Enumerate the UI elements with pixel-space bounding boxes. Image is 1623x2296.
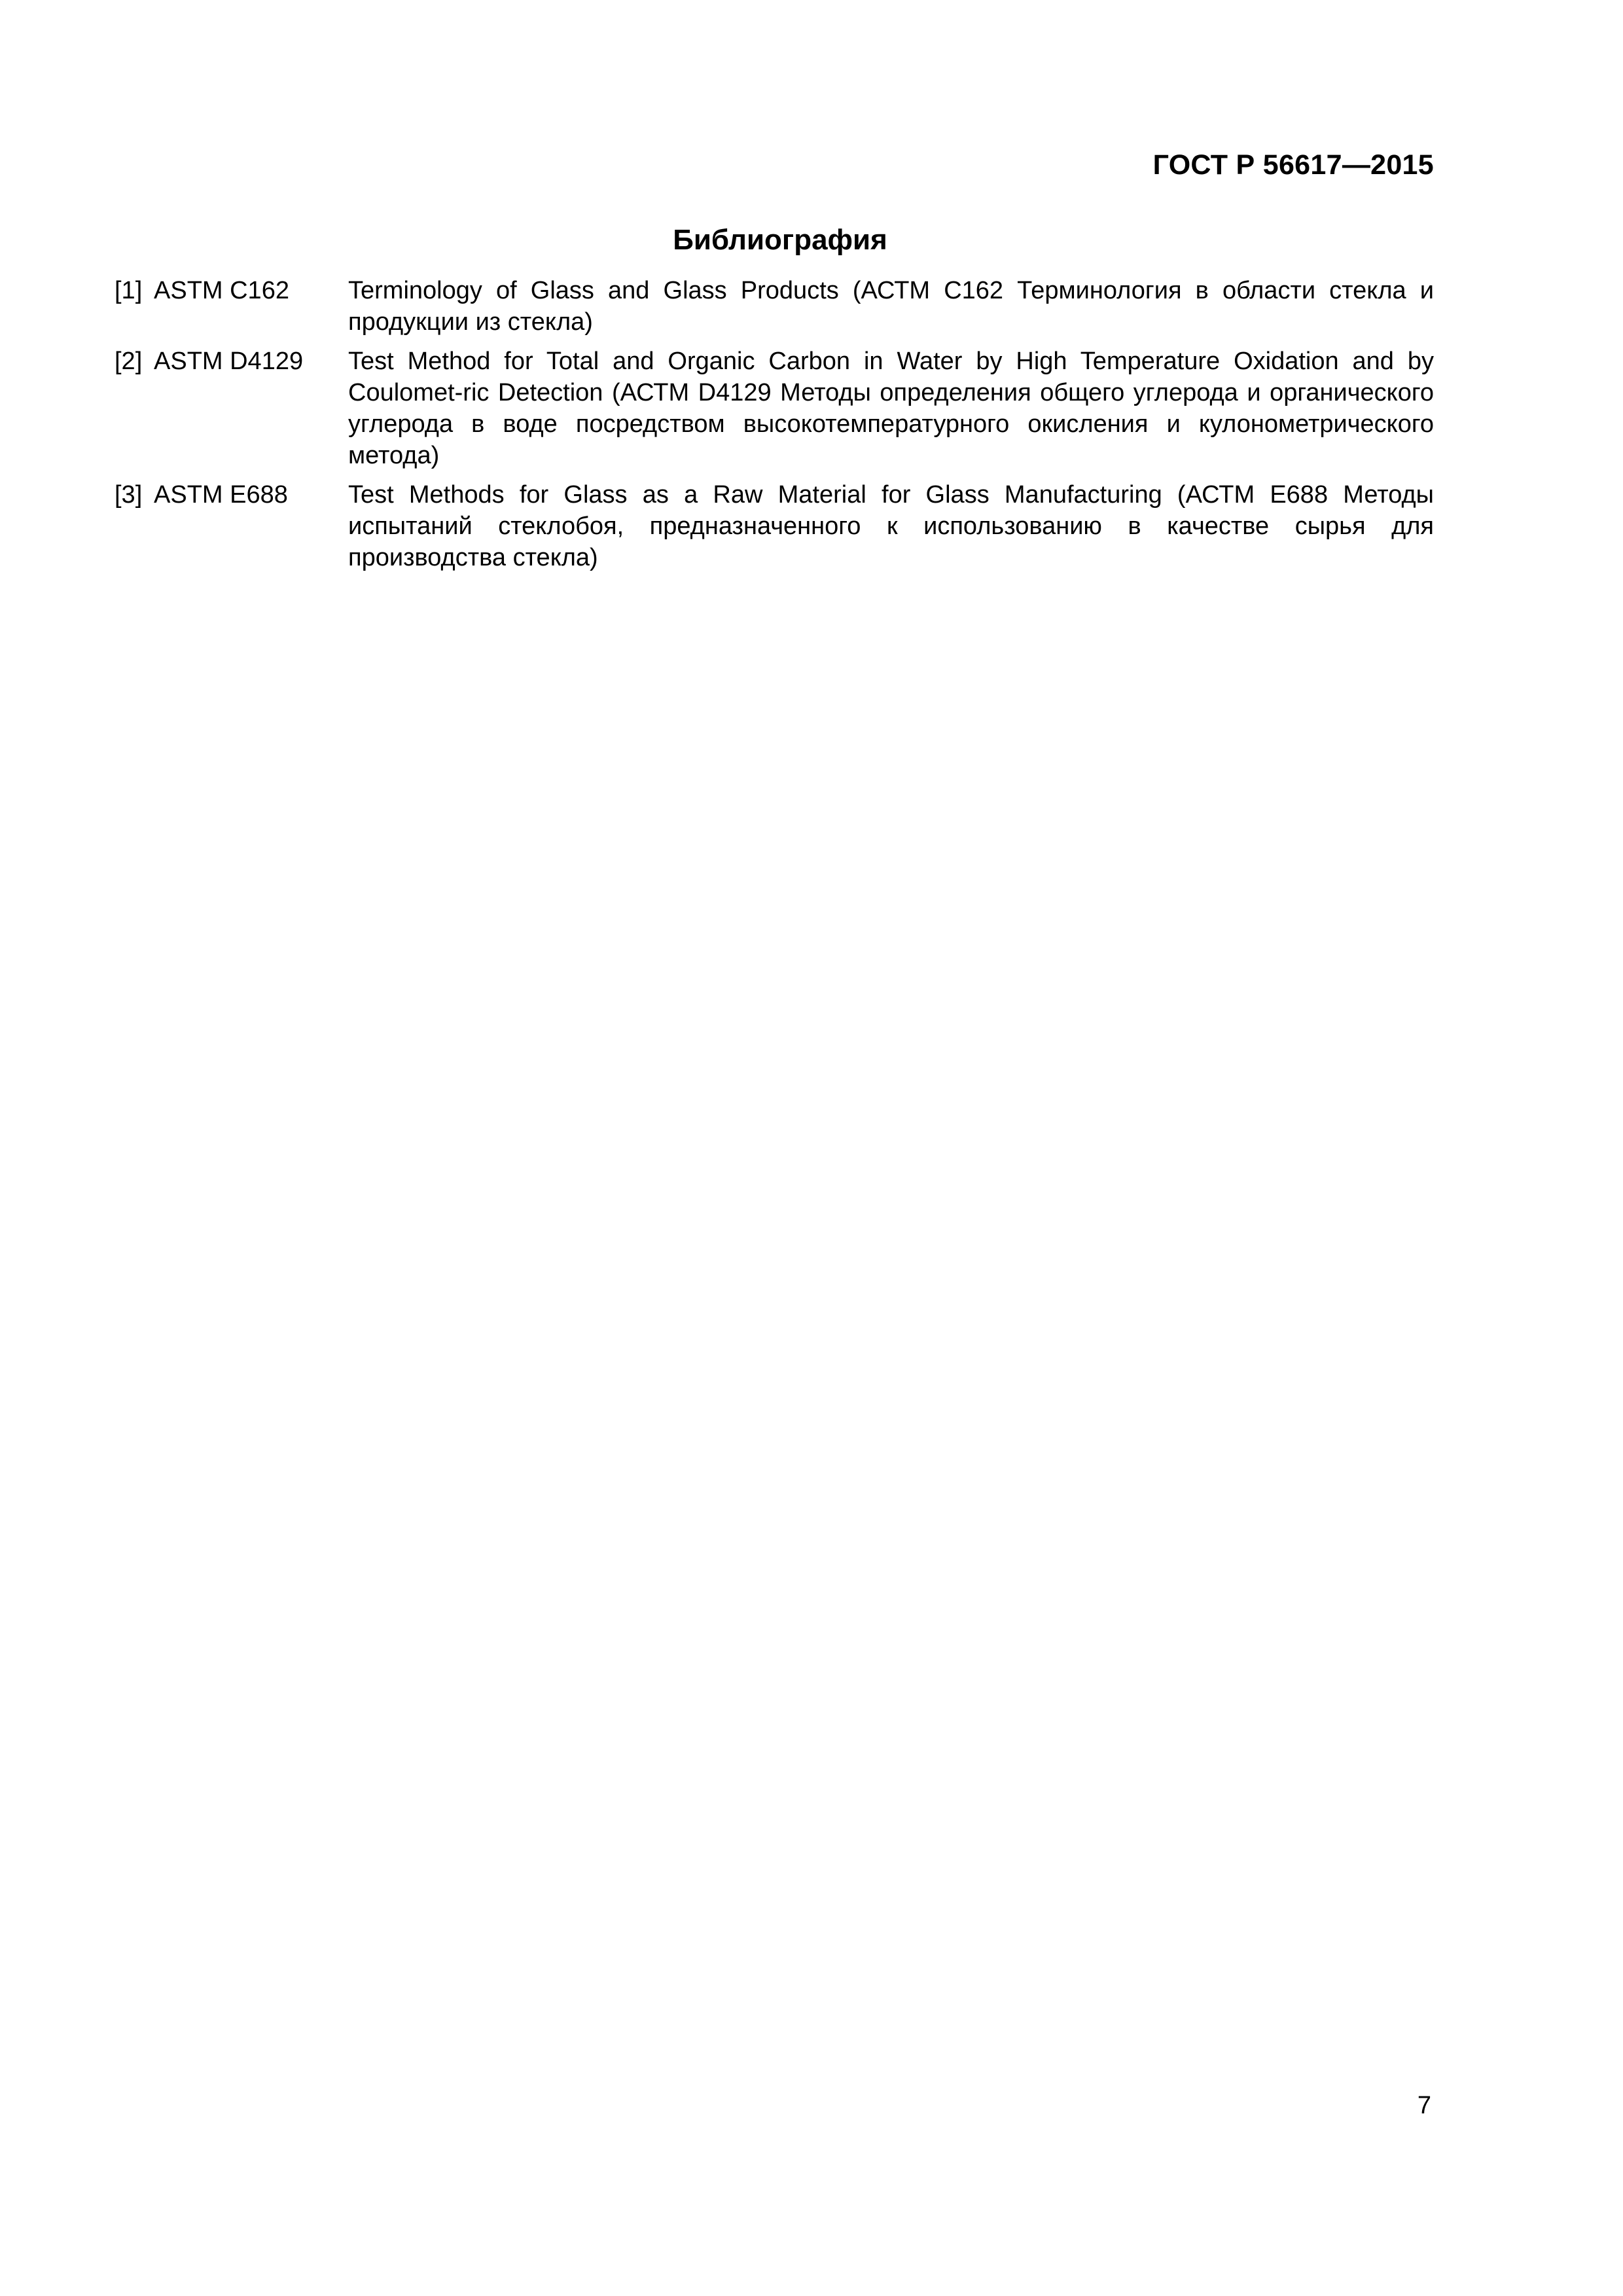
bibliography-entry-description: Test Method for Total and Organic Carbon in Water by High Temperature Oxidation and by Coulomet-ric Detection (АСТМ D4129 Методы определения общего углерода и органического углерода в воде посредством высокотемпературного окисления и кулонометрического метода) bbox=[348, 348, 1434, 469]
bibliography-entry-code: ASTM E688 bbox=[154, 481, 288, 509]
document-standard-code: ГОСТ Р 56617—2015 bbox=[1152, 149, 1434, 181]
bibliography-entry-2 bbox=[115, 346, 1434, 471]
bibliography-entry-description: Test Methods for Glass as a Raw Material for Glass Manufacturing (АСТМ Е688 Методы испытаний стеклобоя, предназначенного к использованию в качестве сырья для производства стекла) bbox=[348, 481, 1434, 571]
bibliography-entry-3 bbox=[115, 479, 1434, 573]
bibliography-entry-1 bbox=[115, 275, 1434, 338]
bibliography-list bbox=[115, 275, 1434, 581]
bibliography-entry-code: ASTM D4129 bbox=[154, 348, 304, 375]
bibliography-entry-number: [3] bbox=[115, 481, 143, 509]
bibliography-entry-number: [1] bbox=[115, 277, 143, 304]
bibliography-entry-code: ASTM C162 bbox=[154, 277, 289, 304]
bibliography-entry-number: [2] bbox=[115, 348, 143, 375]
bibliography-entry-description: Terminology of Glass and Glass Products (АСТМ С162 Терминология в области стекла и продукции из стекла) bbox=[348, 277, 1434, 336]
page-number: 7 bbox=[1417, 2092, 1431, 2119]
section-title-bibliography: Библиография bbox=[673, 224, 887, 256]
